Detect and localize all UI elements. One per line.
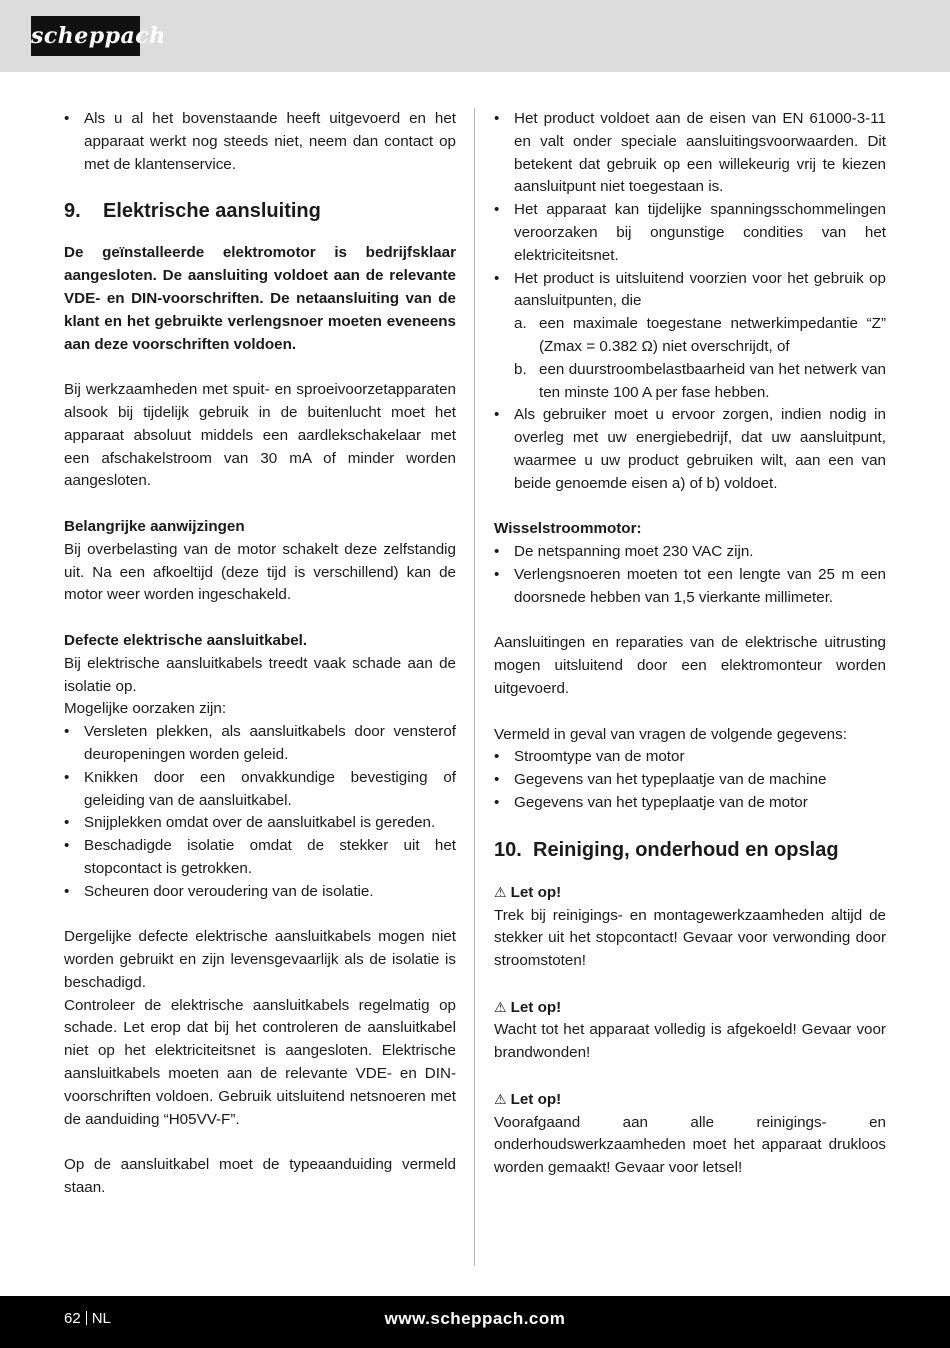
list-item <box>494 268 886 314</box>
defect-paragraph: Bij elektrische aansluitkabels treedt vaak schade aan de isolatie op. <box>64 654 456 695</box>
list-item: • Als u al het bovenstaande heeft uitgevoerd en het apparaat werkt nog steeds niet, neem dan contact op met de klantenservice. <box>64 108 456 176</box>
warning-text: Wacht tot het apparaat volledig is afgekoeld! Gevaar voor brandwonden! <box>494 1021 886 1062</box>
list-item: • Het apparaat kan tijdelijke spanningsschommelingen veroorzaken bij ongunstige condities van het elektriciteitsnet. <box>494 199 886 267</box>
scheppach-logo: scheppach <box>31 16 140 56</box>
spray-paragraph: Bij werkzaamheden met spuit- en sproeivoorzetapparaten alsook bij tijdelijk gebruik in de buitenlucht moet het apparaat absoluut middels een aardlekschakelaar met een afschakelstroom van 30 mA of minder worden aangesloten. <box>64 381 456 490</box>
ac-motor-heading: Wisselstroommotor: <box>494 520 642 538</box>
right-column <box>494 108 886 1180</box>
list-item: • Snijplekken omdat over de aansluitkabel is gereden. <box>64 812 456 835</box>
warning-label-text: Let op! <box>510 1090 562 1108</box>
user-list <box>494 404 886 495</box>
warning-text: Voorafgaand aan alle reinigings- en onderhoudswerkzaamheden moet het apparaat drukloos worden gemaakt! Gevaar voor letsel! <box>494 1113 886 1177</box>
list-item: • Als gebruiker moet u ervoor zorgen, indien nodig in overleg met uw energiebedrijf, dat uw aansluitpunt, waarmee u uw product gebruiken wilt, aan een van beide genoemde eisen a) of b) voldoet. <box>494 404 886 495</box>
list-item: • Verlengsnoeren moeten tot een lengte van 25 m een doorsnede hebben van 1,5 vierkante millimeter. <box>494 564 886 610</box>
sublist-item <box>514 313 886 359</box>
type-paragraph: Op de aansluitkabel moet de typeaanduiding vermeld staan. <box>64 1156 456 1197</box>
list-item: • Versleten plekken, als aansluitkabels door vensterof deuropeningen worden geleid. <box>64 721 456 767</box>
causes-intro: Mogelijke oorzaken zijn: <box>64 700 227 718</box>
bold-intro-paragraph: De geïnstalleerde elektromotor is bedrijfsklaar aangesloten. De aansluiting voldoet aan de relevante VDE- en DIN-voorschriften. De netaansluiting van de klant en het gebruikte verlengsnoer moeten eveneens aan deze voorschriften voldoen. <box>64 244 456 353</box>
conditions-sublist <box>494 313 886 404</box>
warning-label-text: Let op! <box>510 883 562 901</box>
list-item: • Gegevens van het typeplaatje van de machine <box>494 769 886 792</box>
header-bar <box>0 0 950 72</box>
list-item-text: Het product is uitsluitend voorzien voor het gebruik op aansluitpunten, die <box>514 269 886 310</box>
questions-list <box>494 746 886 814</box>
warning-label <box>494 1088 886 1112</box>
list-item: • Het product voldoet aan de eisen van EN 61000-3-11 en valt onder speciale aansluitingsvoorwaarden. Dit betekent dat gebruik op een willekeurig vrij te kiezen aansluitpunt niet toegestaan is. <box>494 108 886 199</box>
check-paragraph: Controleer de elektrische aansluitkabels regelmatig op schade. Let erop dat bij het controleren de aansluitkabel niet op het elektriciteitsnet is aangesloten. Elektrische aansluitkabels moeten aan de relevante VDE- en DIN-voorschriften voldoen. Gebruik uitsluitend netsnoeren met de aanduiding “H05VV-F”. <box>64 996 456 1128</box>
sublist-text: een maximale toegestane netwerkimpedantie “Z” (Zmax = 0.382 Ω) niet overschrijdt, of <box>539 315 886 355</box>
list-item: • Beschadigde isolatie omdat de stekker uit het stopcontact is getrokken. <box>64 835 456 881</box>
important-paragraph: Bij overbelasting van de motor schakelt deze zelfstandig uit. Na een afkoeltijd (deze tijd is verschillend) kan de motor weer worden ingeschakeld. <box>64 540 456 604</box>
list-item: • Stroomtype van de motor <box>494 746 886 769</box>
causes-list <box>64 721 456 903</box>
intro-list <box>64 108 456 176</box>
important-heading: Belangrijke aanwijzingen <box>64 517 245 535</box>
page-number: 62 <box>64 1310 81 1327</box>
section-heading-9 <box>64 198 456 224</box>
sublist-item <box>514 359 886 405</box>
warning-label-text: Let op! <box>510 998 562 1016</box>
sublist-marker: a. <box>514 315 527 333</box>
warning-triangle-icon: ⚠ <box>494 998 507 1015</box>
section-number: 10. <box>494 838 522 861</box>
list-item: • Knikken door een onvakkundige bevestiging of geleiding van de aansluitkabel. <box>64 767 456 813</box>
list-item: • Gegevens van het typeplaatje van de motor <box>494 792 886 815</box>
warning-triangle-icon: ⚠ <box>494 883 507 900</box>
column-divider <box>474 108 475 1266</box>
requirements-list <box>494 108 886 313</box>
section-heading-10 <box>494 837 886 863</box>
warning-label <box>494 881 886 905</box>
left-column <box>64 108 456 1200</box>
warning-text: Trek bij reinigings- en montagewerkzaamheden altijd de stekker uit het stopcontact! Gevaar voor verwonding door stroomstoten! <box>494 906 886 970</box>
defect-use-paragraph: Dergelijke defecte elektrische aansluitkabels mogen niet worden gebruikt en zijn levensgevaarlijk als de isolatie is beschadigd. <box>64 928 456 991</box>
website-link[interactable]: www.scheppach.com <box>384 1309 566 1328</box>
section-title: Elektrische aansluiting <box>103 200 321 223</box>
ac-motor-list <box>494 541 886 609</box>
language-code: NL <box>91 1310 111 1327</box>
sublist-text: een duurstroombelastbaarheid van het netwerk van ten minste 100 A per fase hebben. <box>539 360 886 401</box>
list-item: • De netspanning moet 230 VAC zijn. <box>494 541 886 564</box>
questions-intro: Vermeld in geval van vragen de volgende gegevens: <box>494 725 847 743</box>
defect-heading: Defecte elektrische aansluitkabel. <box>64 631 308 649</box>
warning-triangle-icon: ⚠ <box>494 1090 507 1107</box>
footer-bar <box>0 1296 950 1348</box>
repairs-paragraph: Aansluitingen en reparaties van de elektrische uitrusting mogen uitsluitend door een elektromonteur worden uitgevoerd. <box>494 634 886 697</box>
list-item: • Scheuren door veroudering van de isolatie. <box>64 881 456 904</box>
section-number: 9. <box>64 200 81 223</box>
sublist-marker: b. <box>514 360 527 378</box>
section-title: Reiniging, onderhoud en opslag <box>533 838 839 861</box>
warning-label <box>494 996 886 1020</box>
